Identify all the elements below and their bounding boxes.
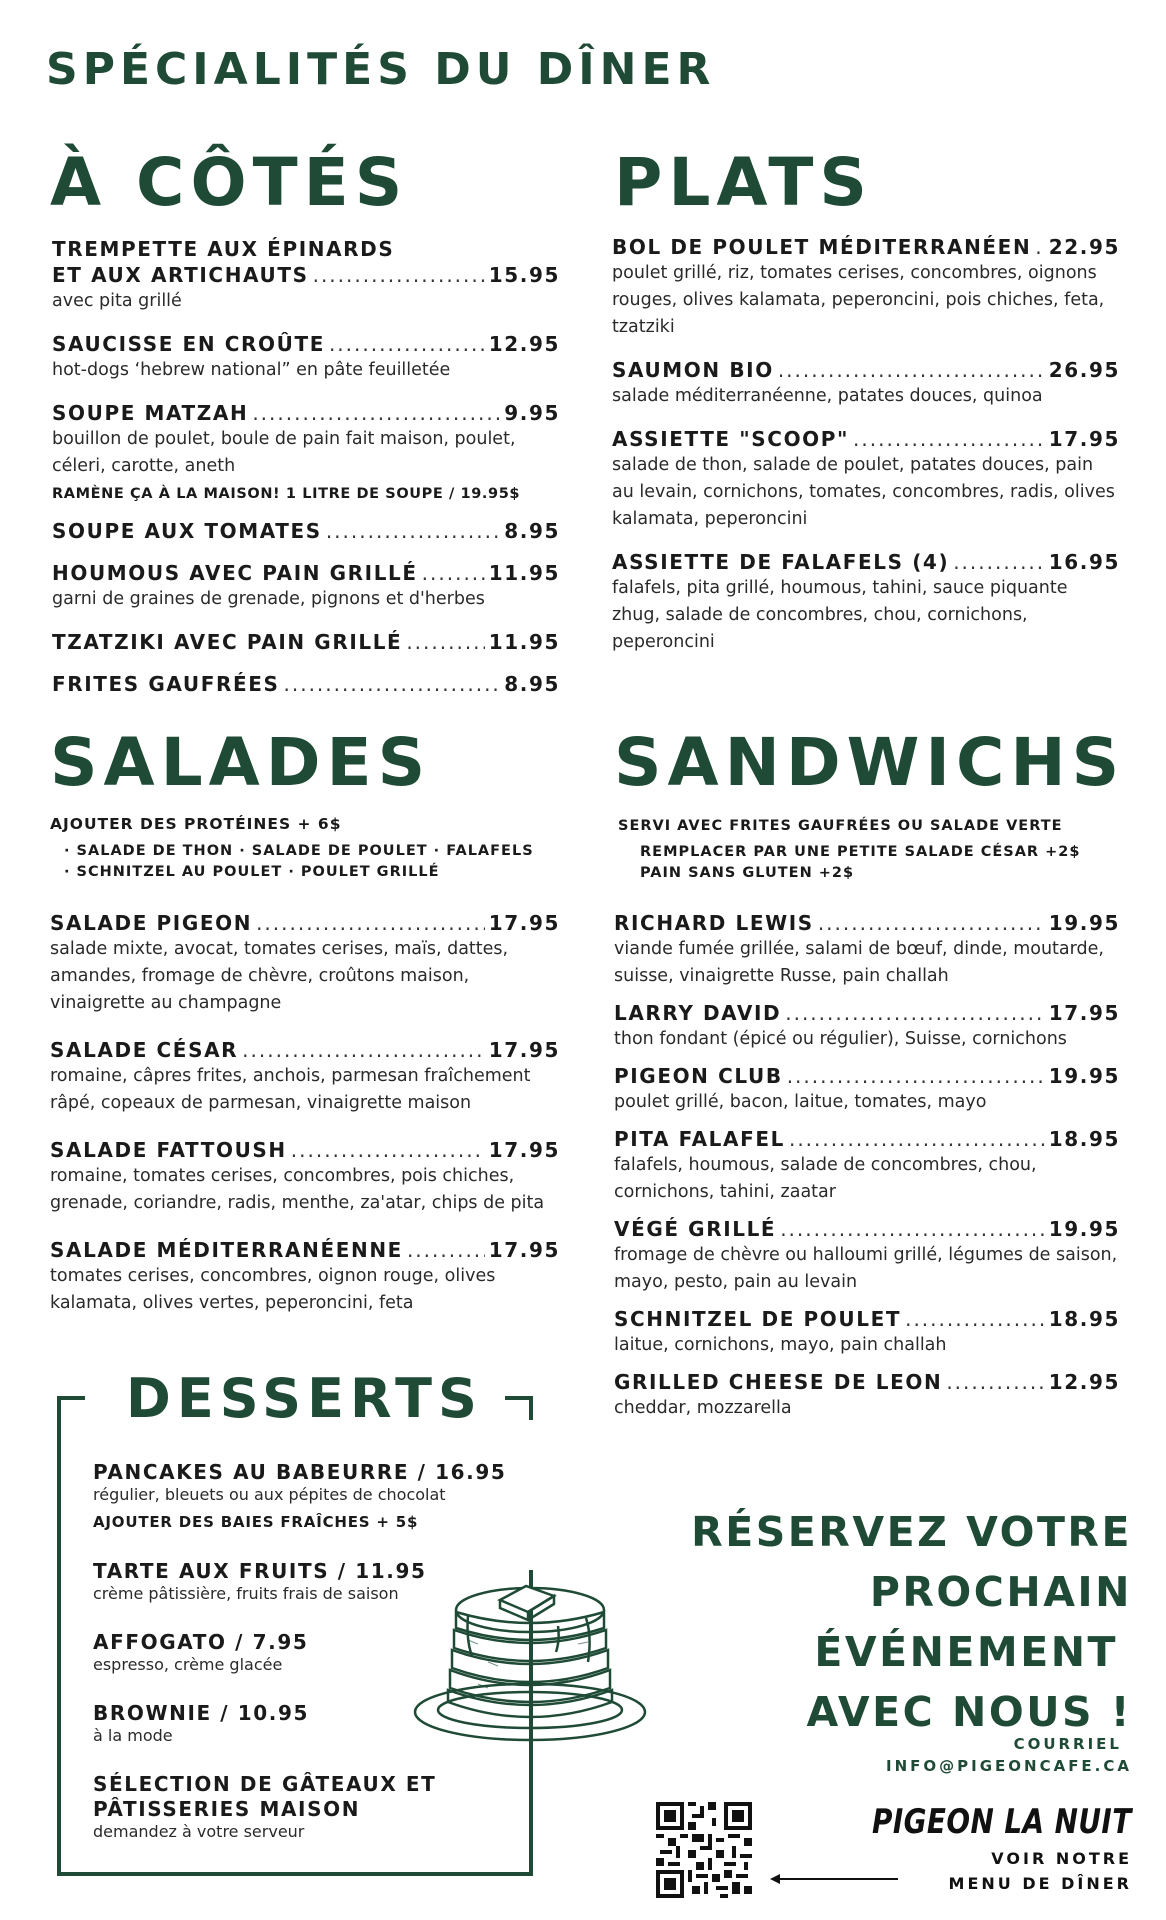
- item-price: 17.95: [1048, 1001, 1120, 1025]
- item-name: SCHNITZEL DE POULET: [614, 1307, 902, 1331]
- item-price: 17.95: [1048, 427, 1120, 451]
- item-price: 17.95: [488, 1038, 560, 1062]
- menu-item: [52, 560, 560, 613]
- dessert-description: à la mode: [93, 1726, 173, 1745]
- cotes-list: [52, 236, 560, 713]
- item-name: SALADE PIGEON: [50, 911, 253, 935]
- menu-item: [612, 357, 1120, 410]
- dinner-menu-link[interactable]: [949, 1846, 1132, 1896]
- sandwichs-list: [614, 910, 1120, 1438]
- promo-line-4: AVEC NOUS !: [806, 1688, 1132, 1736]
- contact: [886, 1733, 1132, 1777]
- item-description: hot-dogs ‘hebrew national” en pâte feuilletée: [52, 360, 451, 380]
- item-price: 12.95: [1048, 1370, 1120, 1394]
- sandwichs-info-2: REMPLACER PAR UNE PETITE SALADE CÉSAR +2$: [640, 844, 1081, 860]
- sandwichs-info-1: SERVI AVEC FRITES GAUFRÉES OU SALADE VERTE: [618, 818, 1063, 834]
- promo-line-3: ÉVÉNEMENT: [814, 1628, 1118, 1676]
- dessert-description: régulier, bleuets ou aux pépites de chocolat: [93, 1485, 446, 1504]
- menu-item: [614, 1000, 1120, 1053]
- menu-item: [52, 331, 560, 384]
- dessert-name-line2: PÂTISSERIES MAISON: [93, 1797, 361, 1821]
- item-price: 26.95: [1048, 358, 1120, 382]
- item-description: laitue, cornichons, mayo, pain challah: [614, 1335, 947, 1355]
- item-price: 11.95: [488, 561, 560, 585]
- item-description: falafels, pita grillé, houmous, tahini, sauce piquante zhug, salade de concombres, chou, cornichons, peperoncini: [612, 578, 1068, 652]
- menu-item: [614, 1216, 1120, 1296]
- item-price: 19.95: [1048, 911, 1120, 935]
- item-name: PITA FALAFEL: [614, 1127, 785, 1151]
- pancake-stack-illustration: [408, 1570, 652, 1750]
- item-name: SALADE CÉSAR: [50, 1038, 239, 1062]
- salades-list: [50, 910, 560, 1333]
- item-price: 19.95: [1048, 1064, 1120, 1088]
- item-description: bouillon de poulet, boule de pain fait maison, poulet, céleri, carotte, aneth: [52, 429, 516, 476]
- item-name: VÉGÉ GRILLÉ: [614, 1217, 777, 1241]
- item-price: 19.95: [1048, 1217, 1120, 1241]
- item-description: tomates cerises, concombres, oignon rouge, olives kalamata, olives vertes, peperoncini, feta: [50, 1266, 496, 1313]
- menu-item: [50, 1237, 560, 1317]
- dessert-description: espresso, crème glacée: [93, 1655, 283, 1674]
- item-name-line1: TREMPETTE AUX ÉPINARDS: [52, 237, 395, 261]
- dessert-description: demandez à votre serveur: [93, 1822, 305, 1841]
- desserts-title: DESSERTS: [120, 1367, 489, 1430]
- item-price: 16.95: [1048, 550, 1120, 574]
- menu-item: [52, 629, 560, 655]
- item-name: SALADE MÉDITERRANÉENNE: [50, 1238, 403, 1262]
- item-name: TZATZIKI AVEC PAIN GRILLÉ: [52, 630, 403, 654]
- menu-item: [50, 1137, 560, 1217]
- proteins-options-2: · SCHNITZEL AU POULET · POULET GRILLÉ: [64, 864, 440, 880]
- menu-item: [612, 426, 1120, 533]
- item-price: 18.95: [1048, 1307, 1120, 1331]
- item-description: salade mixte, avocat, tomates cerises, maïs, dattes, amandes, fromage de chèvre, croûtons maison, vinaigrette au champagne: [50, 939, 509, 1013]
- item-name: BOL DE POULET MÉDITERRANÉEN: [612, 235, 1032, 259]
- item-name: GRILLED CHEESE DE LEON: [614, 1370, 943, 1394]
- menu-item: [614, 910, 1120, 990]
- event-promo: [691, 1502, 1132, 1742]
- sandwichs-info-3: PAIN SANS GLUTEN +2$: [640, 865, 855, 881]
- item-price: 17.95: [488, 1238, 560, 1262]
- item-name: SALADE FATTOUSH: [50, 1138, 287, 1162]
- item-price: 17.95: [488, 911, 560, 935]
- item-description: romaine, câpres frites, anchois, parmesan fraîchement râpé, copeaux de parmesan, vinaigrette maison: [50, 1066, 531, 1113]
- salades-title: SALADES: [50, 724, 432, 801]
- item-name: HOUMOUS AVEC PAIN GRILLÉ: [52, 561, 418, 585]
- plats-title: PLATS: [614, 144, 873, 221]
- plats-list: [612, 234, 1120, 672]
- menu-item: [612, 549, 1120, 656]
- item-description: cheddar, mozzarella: [614, 1398, 792, 1418]
- item-price: 11.95: [488, 630, 560, 654]
- dinner-menu-line-2: MENU DE DÎNER: [948, 1874, 1132, 1893]
- item-name: RICHARD LEWIS: [614, 911, 814, 935]
- item-name: LARRY DAVID: [614, 1001, 782, 1025]
- proteins-options-1: · SALADE DE THON · SALADE DE POULET · FALAFELS: [64, 843, 534, 859]
- item-price: 8.95: [504, 519, 560, 543]
- menu-item: [614, 1369, 1120, 1422]
- pigeon-la-nuit-title[interactable]: PIGEON LA NUIT: [872, 1802, 1132, 1842]
- dinner-menu-line-1: VOIR NOTRE: [991, 1849, 1132, 1868]
- dessert-name: PANCAKES AU BABEURRE / 16.95: [93, 1460, 507, 1484]
- item-description: falafels, houmous, salade de concombres, chou, cornichons, tahini, zaatar: [614, 1155, 1037, 1202]
- page-title: SPÉCIALITÉS DU DÎNER: [46, 44, 716, 95]
- dessert-name-line1: SÉLECTION DE GÂTEAUX ET: [93, 1772, 437, 1796]
- promo-line-1: RÉSERVEZ VOTRE: [691, 1508, 1132, 1556]
- item-description: avec pita grillé: [52, 291, 182, 311]
- item-name: ET AUX ARTICHAUTS: [52, 263, 309, 287]
- menu-item: [614, 1126, 1120, 1206]
- item-name: SOUPE MATZAH: [52, 401, 249, 425]
- qr-code-icon[interactable]: [656, 1802, 752, 1898]
- dessert-item: [93, 1460, 523, 1531]
- menu-item: [612, 234, 1120, 341]
- item-description: viande fumée grillée, salami de bœuf, dinde, moutarde, suisse, vinaigrette Russe, pain challah: [614, 939, 1104, 986]
- item-price: 12.95: [488, 332, 560, 356]
- item-price: 9.95: [504, 401, 560, 425]
- item-name: FRITES GAUFRÉES: [52, 672, 280, 696]
- promo-line-2: PROCHAIN: [869, 1568, 1132, 1616]
- menu-item: [50, 1037, 560, 1117]
- proteins-label: AJOUTER DES PROTÉINES + 6$: [50, 815, 342, 833]
- item-price: 15.95: [488, 263, 560, 287]
- item-price: 17.95: [488, 1138, 560, 1162]
- item-description: romaine, tomates cerises, concombres, pois chiches, grenade, coriandre, radis, menthe, za'atar, chips de pita: [50, 1166, 545, 1213]
- menu-item: [614, 1306, 1120, 1359]
- dessert-name: BROWNIE / 10.95: [93, 1701, 310, 1725]
- item-description: salade méditerranéenne, patates douces, quinoa: [612, 386, 1043, 406]
- email-label: COURRIEL: [1013, 1735, 1122, 1753]
- item-name: SOUPE AUX TOMATES: [52, 519, 322, 543]
- item-description: poulet grillé, riz, tomates cerises, concombres, oignons rouges, olives kalamata, peperoncini, pois chiches, feta, tzatziki: [612, 263, 1105, 337]
- item-price: 18.95: [1048, 1127, 1120, 1151]
- sandwichs-title: SANDWICHS: [614, 724, 1126, 801]
- item-description: thon fondant (épicé ou régulier), Suisse, cornichons: [614, 1029, 1067, 1049]
- dessert-description: crème pâtissière, fruits frais de saison: [93, 1584, 399, 1603]
- cotes-title: À CÔTÉS: [50, 144, 409, 221]
- item-price: 22.95: [1048, 235, 1120, 259]
- menu-item: [52, 236, 560, 315]
- arrow-left-icon: [770, 1870, 900, 1888]
- dessert-name: TARTE AUX FRUITS / 11.95: [93, 1559, 427, 1583]
- menu-item: [52, 518, 560, 544]
- item-description: fromage de chèvre ou halloumi grillé, légumes de saison, mayo, pesto, pain au levain: [614, 1245, 1118, 1292]
- dessert-item: [93, 1772, 523, 1842]
- item-description: garni de graines de grenade, pignons et d'herbes: [52, 589, 485, 609]
- item-description: salade de thon, salade de poulet, patates douces, pain au levain, cornichons, tomates, concombres, radis, olives kalamata, peperoncini: [612, 455, 1115, 529]
- email-address[interactable]: INFO@PIGEONCAFE.CA: [886, 1757, 1132, 1775]
- item-name: SAUCISSE EN CROÛTE: [52, 332, 325, 356]
- menu-item: [52, 400, 560, 502]
- item-name: ASSIETTE "SCOOP": [612, 427, 850, 451]
- dessert-name: AFFOGATO / 7.95: [93, 1630, 309, 1654]
- item-price: 8.95: [504, 672, 560, 696]
- item-name: SAUMON BIO: [612, 358, 774, 382]
- menu-item: [614, 1063, 1120, 1116]
- dessert-note: AJOUTER DES BAIES FRAÎCHES + 5$: [93, 1513, 419, 1531]
- item-name: PIGEON CLUB: [614, 1064, 783, 1088]
- menu-item: [52, 671, 560, 697]
- item-name: ASSIETTE DE FALAFELS (4): [612, 550, 950, 574]
- item-description: poulet grillé, bacon, laitue, tomates, mayo: [614, 1092, 987, 1112]
- menu-item: [50, 910, 560, 1017]
- item-note: RAMÈNE ÇA À LA MAISON! 1 LITRE DE SOUPE / 19.95$: [52, 486, 521, 502]
